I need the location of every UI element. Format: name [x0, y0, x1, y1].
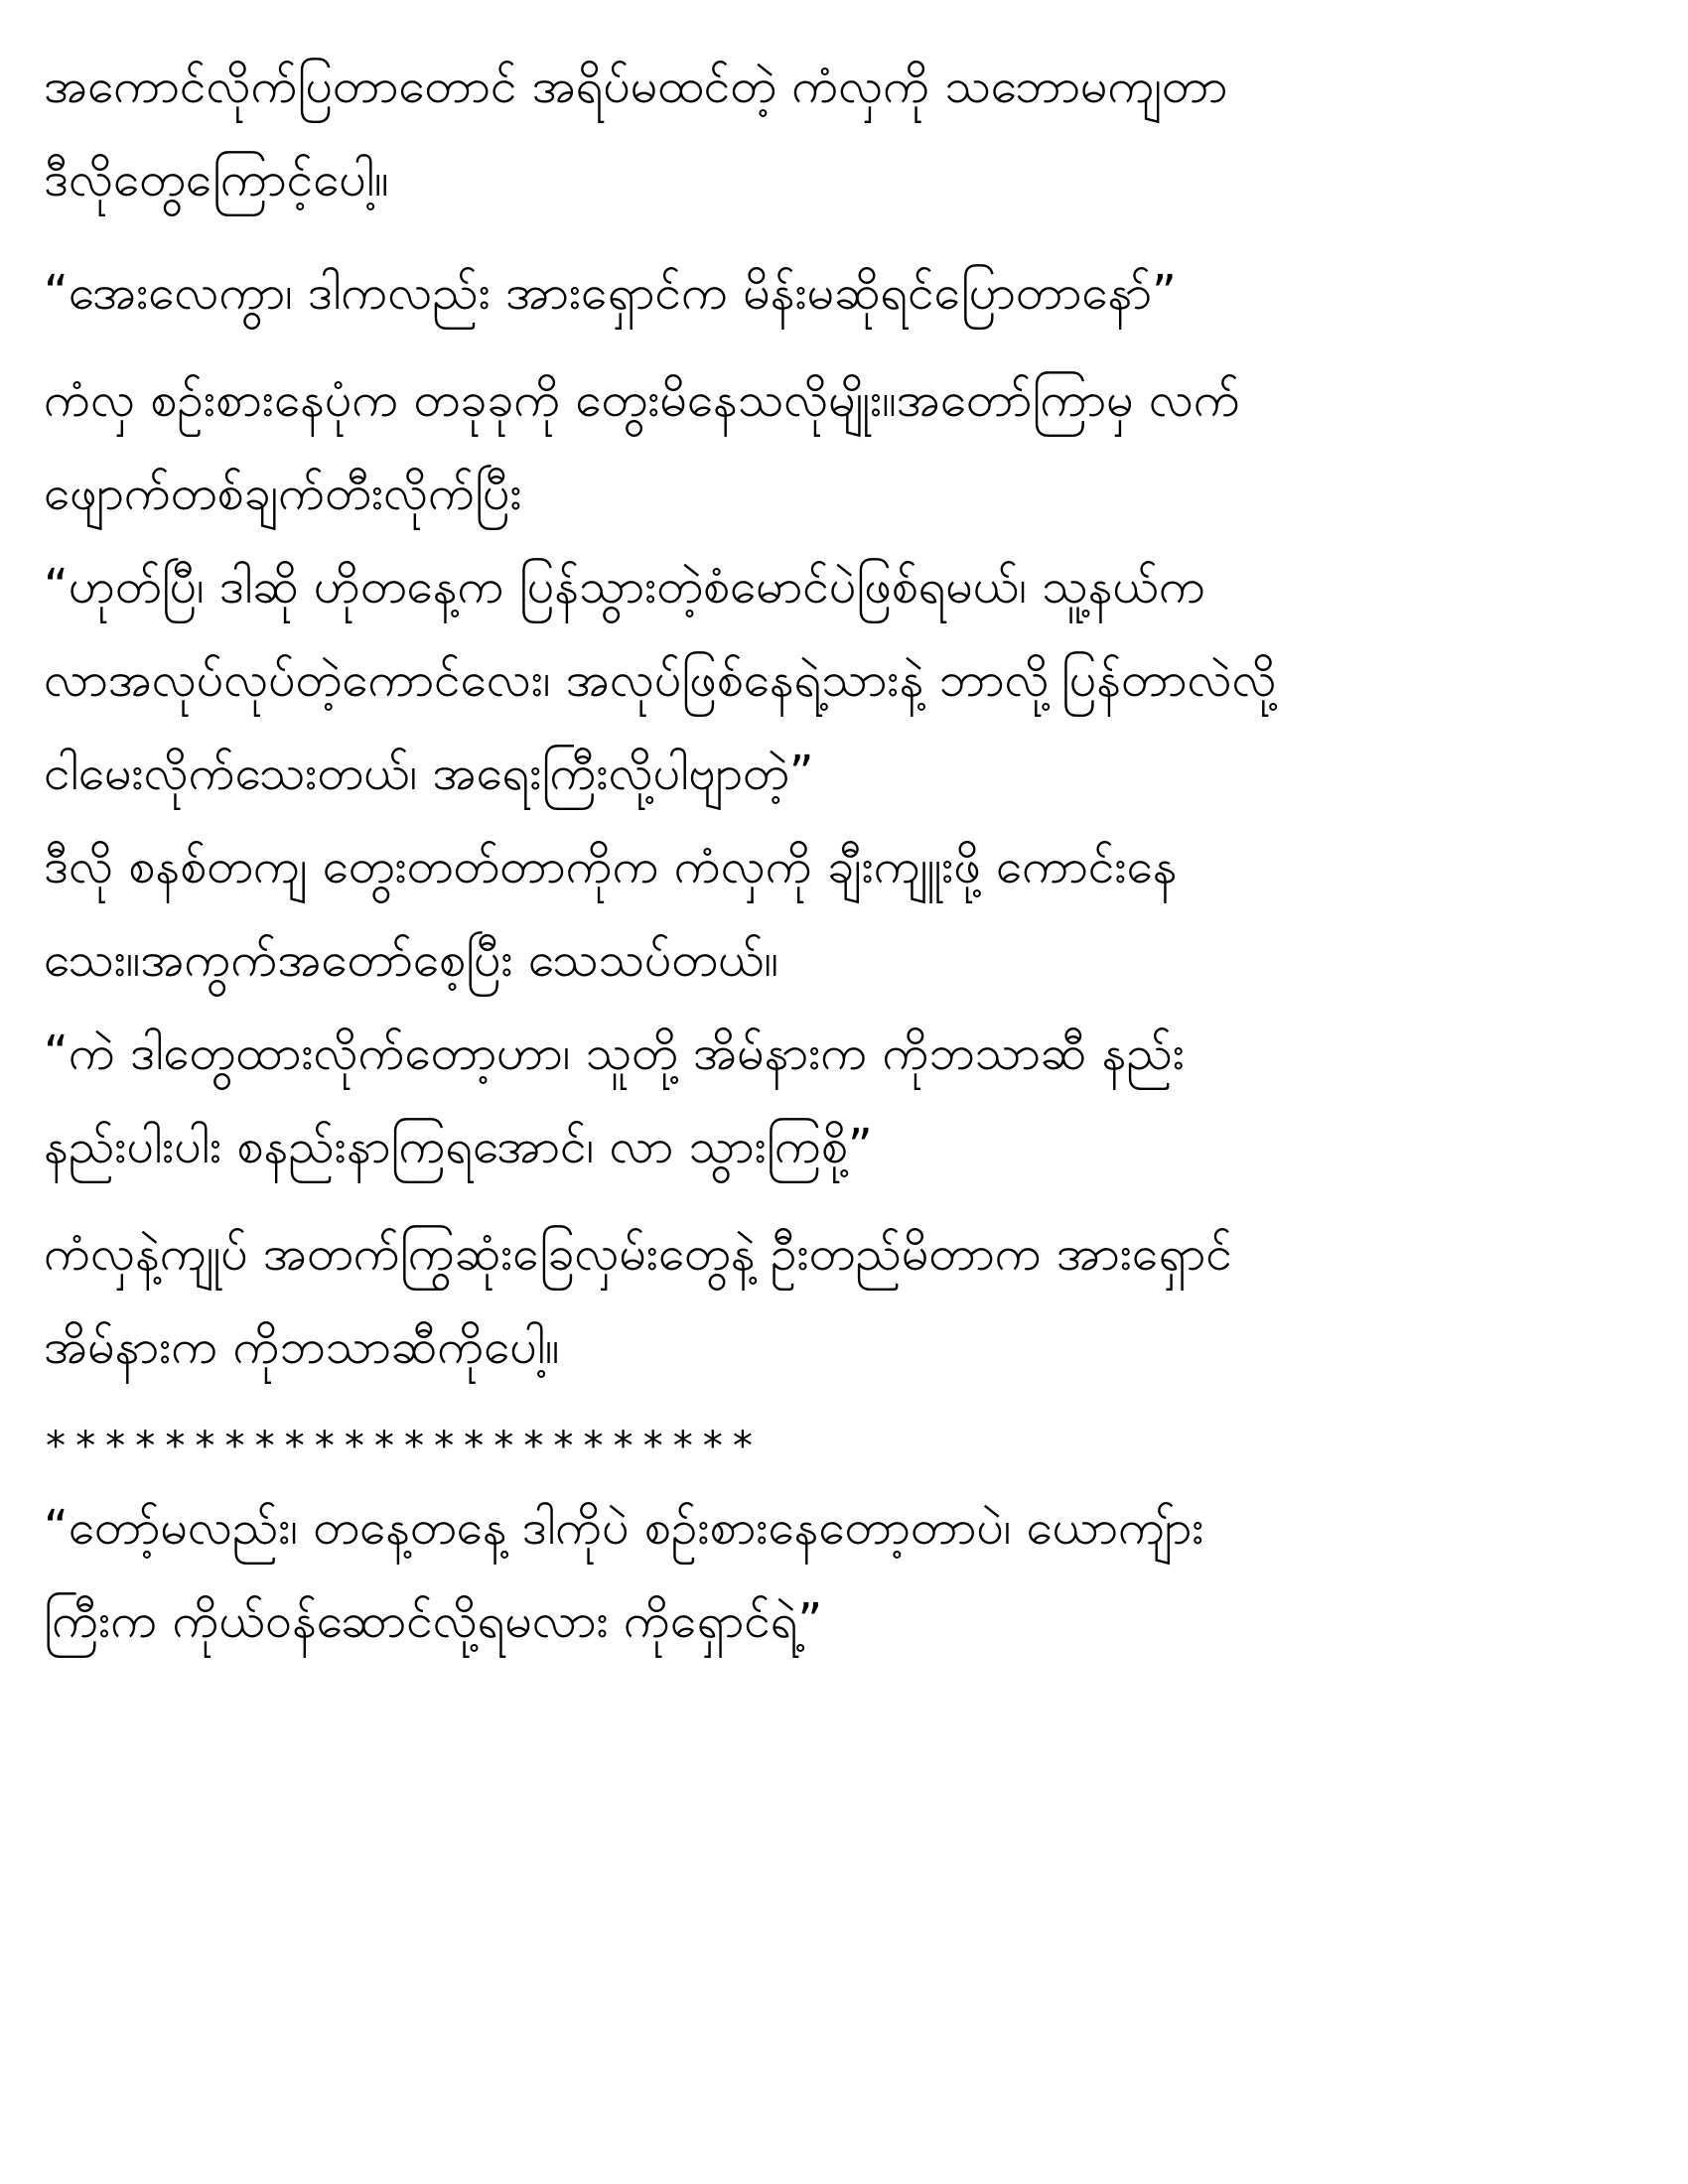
paragraph-3 — [44, 353, 1648, 540]
paragraph-6 — [44, 1007, 1648, 1193]
paragraph-line: ဖျောက်တစ်ချက်တီးလိုက်ပြီး — [44, 466, 522, 521]
paragraph-1 — [44, 40, 1648, 226]
paragraph-8 — [44, 1481, 1648, 1668]
paragraph-line: “ကဲ ဒါတွေထားလိုက်တော့ဟာ၊ သူတို့ အိမ်နားက ကိုဘသာဆီ နည်း — [44, 1025, 1185, 1081]
paragraph-line: ကံလှနဲ့ကျုပ် အတက်ကြွဆုံးခြေလှမ်းတွေနဲ့ ဦးတည်မိတာက အားရှောင် — [44, 1226, 1232, 1282]
paragraph-line: ဒီလို စနစ်တကျ တွေးတတ်တာကိုက ကံလှကို ချီးကျူးဖို့ ကောင်းနေ — [44, 839, 1178, 894]
paragraph-line: အိမ်နားက ကိုဘသာဆီကိုပေါ့။ — [44, 1319, 560, 1375]
paragraph-line: ကြီးက ကိုယ်ဝန်ဆောင်လို့ရမလား ကိုရှောင်ရဲ့” — [44, 1593, 823, 1649]
paragraph-line: ကံလှ စဉ်းစားနေပုံက တခုခုကို တွေးမိနေသလိုမျိုး။အတော်ကြာမှ လက် — [44, 372, 1240, 428]
section-separator: ************************ — [44, 1424, 761, 1469]
paragraph-line: အကောင်လိုက်ပြတာတောင် အရိပ်မထင်တဲ့ ကံလှကို သဘောမကျတာ — [44, 59, 1228, 114]
paragraph-line: ဒီလိုတွေကြောင့်ပေါ့။ — [44, 152, 389, 207]
paragraph-line: သေး။အကွက်အတော်စေ့ပြီး သေသပ်တယ်။ — [44, 932, 779, 988]
paragraph-4 — [44, 540, 1648, 820]
paragraph-line: “ဟုတ်ပြီ၊ ဒါဆို ဟိုတနေ့က ပြန်သွားတဲ့စံမောင်ပဲဖြစ်ရမယ်၊ သူ့နယ်က — [44, 559, 1205, 614]
paragraph-7 — [44, 1207, 1648, 1394]
paragraph-2 — [44, 246, 1648, 340]
paragraph-line: “တော့်မလည်း၊ တနေ့တနေ့ ဒါကိုပဲ စဉ်းစားနေတော့တာပဲ၊ ယောကျ်ား — [44, 1500, 1204, 1556]
paragraph-line: နည်းပါးပါး စနည်းနာကြရအောင်၊ လာ သွားကြစို့” — [44, 1119, 873, 1174]
paragraph-line: လာအလုပ်လုပ်တဲ့ကောင်လေး၊ အလုပ်ဖြစ်နေရဲ့သားနဲ့ ဘာလို့ပြန်တာလဲလို့ — [44, 652, 1277, 708]
paragraph-line: ငါမေးလိုက်သေးတယ်၊ အရေးကြီးလို့ပါဗျာတဲ့” — [44, 746, 814, 801]
paragraph-line: “အေးလေကွာ၊ ဒါကလည်း အားရှောင်က မိန်းမဆိုရင်ပြောတာနော်” — [44, 265, 1177, 321]
paragraph-5 — [44, 820, 1648, 1007]
